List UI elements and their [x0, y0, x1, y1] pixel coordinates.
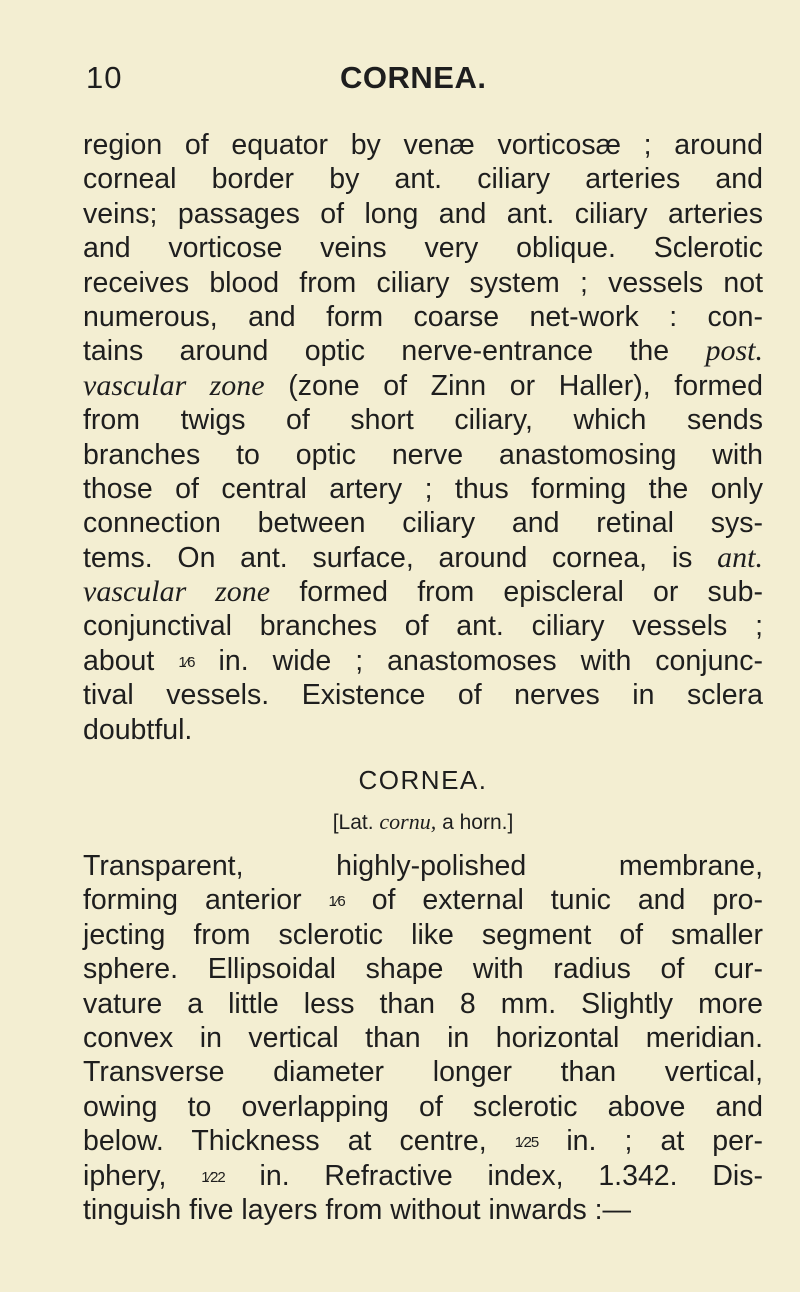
- text-line: connection between ciliary and retinal sys-: [83, 507, 763, 540]
- text-line: corneal border by ant. ciliary arteries and: [83, 163, 763, 196]
- text-span: in. Refractive index, 1.342. Dis-: [259, 1159, 763, 1192]
- text-line: receives blood from ciliary system ; vessels not: [83, 266, 763, 299]
- fraction: 1⁄6: [178, 653, 195, 671]
- running-head: CORNEA.: [340, 60, 487, 95]
- text-span: in. ; at per-: [566, 1125, 763, 1158]
- text-line: region of equator by venæ vorticosæ ; around: [83, 129, 763, 161]
- text-line: vature a little less than 8 mm. Slightly more: [83, 987, 763, 1020]
- text-line: and vorticose veins very oblique. Sclerotic: [83, 232, 763, 265]
- text-span: tains around optic nerve-entrance the: [83, 335, 670, 368]
- text-line: owing to overlapping of sclerotic above and: [83, 1090, 763, 1123]
- fraction: 1⁄22: [201, 1168, 225, 1186]
- text-line: tinguish five layers from without inwards :—: [83, 1193, 632, 1226]
- text-line: Transparent, highly-polished membrane,: [83, 850, 763, 883]
- text-span: about: [83, 644, 155, 677]
- italic-term: ant.: [717, 540, 764, 574]
- text-line: [83, 334, 763, 368]
- page-number: 10: [86, 60, 123, 95]
- text-line: those of central artery ; thus forming the only: [83, 472, 763, 505]
- page-header: [86, 60, 756, 100]
- text-line: [83, 575, 763, 609]
- text-span: formed from episcleral or sub-: [299, 576, 764, 609]
- text-span: of external tunic and pro-: [371, 884, 763, 917]
- paragraph-sclera-vessels: [83, 128, 763, 747]
- text-span: forming anterior: [83, 884, 302, 917]
- text-span: iphery,: [83, 1159, 167, 1192]
- text-line: [83, 369, 763, 403]
- fraction: 1⁄25: [514, 1134, 539, 1152]
- text-line: from twigs of short ciliary, which sends: [83, 404, 763, 437]
- text-line: jecting from sclerotic like segment of smaller: [83, 918, 763, 951]
- fraction: 1⁄6: [328, 893, 345, 911]
- text-line: [83, 1159, 763, 1193]
- italic-term: cornu,: [379, 809, 437, 835]
- text-line: convex in vertical than in horizontal meridian.: [83, 1021, 763, 1054]
- paragraph-cornea-description: [83, 849, 763, 1227]
- page-body: [83, 128, 763, 1227]
- text-span: (zone of Zinn or Haller), formed: [288, 369, 764, 402]
- text-line: Transverse diameter longer than vertical,: [83, 1056, 763, 1089]
- text-line: [83, 1124, 763, 1158]
- text-line: numerous, and form coarse net-work : con-: [83, 300, 763, 333]
- italic-term: post.: [705, 334, 763, 368]
- text-line: branches to optic nerve anastomosing with: [83, 438, 763, 471]
- italic-term: vascular zone: [83, 368, 265, 402]
- text-line: veins; passages of long and ant. ciliary arteries: [83, 197, 763, 230]
- text-line: [83, 883, 763, 917]
- text-span: below. Thickness at centre,: [83, 1125, 487, 1158]
- text-span: [Lat.: [332, 811, 374, 835]
- text-span: a horn.]: [442, 811, 514, 835]
- text-line: doubtful.: [83, 713, 193, 746]
- text-span: tems. On ant. surface, around cornea, is: [83, 541, 693, 574]
- text-line: tival vessels. Existence of nerves in sclera: [83, 679, 763, 712]
- text-span: in. wide ; anastomoses with conjunc-: [218, 644, 764, 677]
- italic-term: vascular zone: [83, 575, 271, 609]
- text-line: conjunctival branches of ant. ciliary vessels ;: [83, 610, 763, 643]
- text-line: sphere. Ellipsoidal shape with radius of cur-: [83, 953, 763, 986]
- text-line: [83, 541, 763, 575]
- text-line: [83, 644, 763, 678]
- etymology-note: [83, 803, 763, 841]
- section-heading: CORNEA.: [358, 765, 488, 796]
